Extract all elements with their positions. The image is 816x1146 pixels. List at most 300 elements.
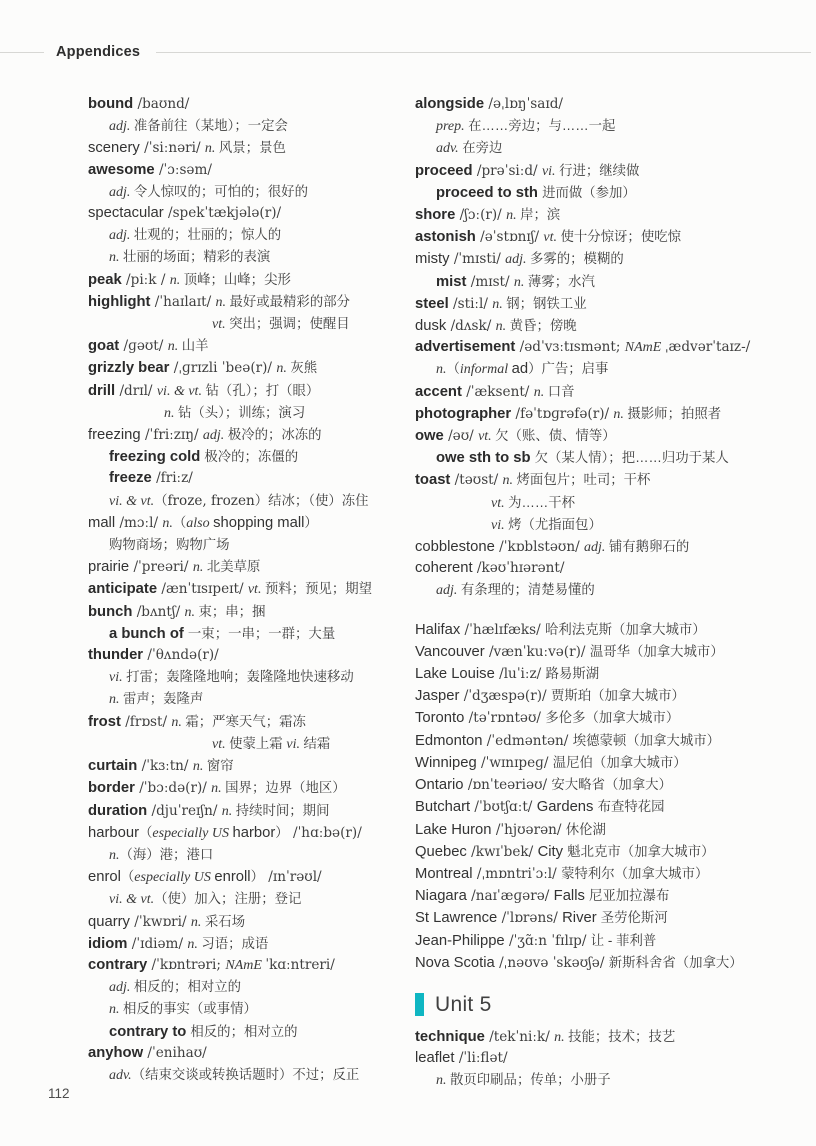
phonetic: /stiːl/	[448, 295, 493, 312]
vocabulary-entry	[88, 357, 415, 379]
pos-label: n.	[192, 560, 207, 576]
pos-label: adj.	[109, 184, 134, 200]
word: St Lawrence	[415, 910, 498, 927]
chinese-definition: 使十分惊讶；使吃惊	[560, 229, 681, 245]
vocabulary-entry	[415, 863, 792, 885]
vocabulary-entry	[88, 645, 415, 711]
headword: steel	[415, 295, 449, 312]
entry-line	[415, 752, 792, 774]
pos-label: informal	[459, 362, 512, 378]
vocabulary-entry	[415, 381, 792, 403]
vocabulary-entry	[88, 512, 415, 556]
vocabulary-entry	[415, 707, 792, 729]
phonetic: /ˈɪdiəm/	[127, 935, 188, 952]
vocabulary-entry	[415, 752, 792, 774]
vocabulary-entry	[415, 226, 792, 248]
word: Edmonton	[415, 732, 483, 749]
chinese-definition: 准备前往（某地）；一定会	[133, 118, 288, 134]
unit-accent-bar	[415, 993, 424, 1016]
chinese-definition: ）结冰；（使）冻住	[254, 492, 369, 508]
page-number: 112	[48, 1086, 70, 1101]
chinese-definition: 极冷的；冰冻的	[227, 427, 322, 443]
chinese-definition: （	[172, 514, 187, 530]
chinese-definition: 国界；边界（地区）	[225, 780, 346, 796]
phonetic: /ɒnˈteəriəʊ/	[463, 777, 552, 794]
phonetic: ˈkɑːntreri/	[265, 956, 335, 973]
pos-label: n.	[187, 936, 202, 952]
pos-label: vt.	[212, 736, 230, 752]
vocabulary-entry	[415, 469, 792, 536]
pos-label: n.	[171, 714, 186, 730]
chinese-definition: 束；串；捆	[198, 603, 266, 619]
word: shopping mall	[213, 514, 305, 531]
vocabulary-entry	[88, 755, 415, 777]
entry-line	[415, 863, 792, 885]
headword: alongside	[415, 96, 485, 112]
pos-label: n.	[276, 361, 291, 377]
chinese-definition: 最好或最精彩的部分	[229, 293, 350, 309]
chinese-definition: 岸；滨	[520, 207, 561, 223]
vocabulary-entry	[88, 711, 415, 755]
pos-label: adj.	[109, 980, 134, 996]
entry-line	[88, 688, 415, 710]
chinese-definition: ）	[304, 514, 318, 530]
phonetic: /əˈstɒnɪʃ/	[475, 229, 544, 246]
entry-line	[88, 933, 415, 955]
phonetic: /ˈwɪnɪpeɡ/	[476, 754, 553, 771]
entry-line	[88, 246, 415, 268]
word: quarry	[88, 913, 130, 930]
pos-label: n.	[164, 405, 178, 421]
headword: border	[88, 780, 135, 797]
chinese-definition: 钢；钢铁工业	[506, 295, 587, 311]
pos-label: n.	[513, 274, 528, 290]
entry-line	[88, 512, 415, 534]
entry-line	[415, 1048, 792, 1069]
entry-line	[415, 619, 792, 641]
vocabulary-entry	[88, 160, 415, 203]
entry-line	[88, 490, 415, 512]
word: coherent	[415, 560, 473, 577]
entry-line	[415, 447, 792, 469]
entry-line	[415, 952, 792, 974]
pos-label: n.	[554, 1029, 569, 1045]
phonetic: /tekˈniːk/	[484, 1028, 555, 1045]
right-column	[415, 94, 792, 1092]
pos-label: vt.	[247, 582, 265, 598]
vocabulary-entry	[415, 1048, 792, 1091]
vocabulary-entry	[415, 403, 792, 425]
entry-line	[88, 534, 415, 556]
chinese-definition: 山羊	[181, 338, 209, 354]
pos-label: vt.	[478, 429, 496, 445]
vocabulary-entry	[88, 866, 415, 910]
phonetic: /ˈkɒntrəri;	[147, 956, 226, 973]
vocabulary-entry	[415, 94, 792, 160]
chinese-definition: 持续时间；期间	[235, 802, 330, 818]
chinese-definition: （结束交谈或转换话题时）不过；反正	[131, 1066, 360, 1082]
chinese-definition: （海）港；港口	[119, 846, 214, 862]
word: Vancouver	[415, 643, 485, 660]
chinese-definition: 令人惊叹的；可怕的；很好的	[133, 183, 308, 199]
chinese-definition: 风景；景色	[218, 140, 286, 156]
entry-line	[88, 335, 415, 357]
entry-line	[88, 777, 415, 799]
pos-label: n.	[436, 362, 447, 378]
chinese-definition: 行进；继续做	[559, 162, 640, 178]
entry-line	[415, 137, 792, 159]
headword: accent	[415, 383, 462, 400]
headword: bound	[88, 96, 134, 112]
entry-line	[88, 181, 415, 203]
entry-line	[88, 313, 415, 335]
pos-label: n.	[167, 339, 182, 355]
pos-label: vi. & vt.	[109, 892, 155, 908]
vocabulary-entry	[415, 885, 792, 907]
chinese-definition: 多雾的；模糊的	[530, 251, 624, 267]
headword: a bunch of	[109, 625, 188, 642]
entry-line	[88, 578, 415, 600]
entry-line	[88, 711, 415, 733]
pos-label: n.	[613, 406, 628, 422]
pos-label: adj.	[505, 252, 530, 268]
entry-line	[88, 224, 415, 246]
pos-label: vt.	[491, 495, 509, 511]
chinese-definition: 结霜	[303, 735, 331, 751]
phonetic: /spekˈtækjələ(r)/	[163, 205, 282, 222]
phonetic: /ədˈvɜːtɪsmənt;	[515, 339, 625, 356]
pos-label: n.	[436, 1073, 450, 1089]
entry-line	[415, 492, 792, 514]
pos-label: vt.	[543, 230, 561, 246]
chinese-definition: （	[139, 824, 153, 840]
vocabulary-entry	[415, 160, 792, 204]
pos-label: n.	[109, 250, 123, 266]
phonetic: /fəˈtɒɡrəfə(r)/	[511, 405, 614, 422]
headword: frost	[88, 713, 121, 730]
entry-line	[415, 579, 792, 601]
chinese-definition: 欠（某人情）；把……归功于某人	[534, 450, 729, 466]
phonetic: /ɡəʊt/	[119, 338, 168, 355]
chinese-definition: 路易斯湖	[545, 666, 600, 682]
pos-label: vi.	[491, 517, 509, 533]
word: Gardens	[536, 799, 598, 816]
phonetic: /ˈbʊtʃɑːt/	[470, 799, 537, 816]
entry-line	[415, 841, 792, 863]
chinese-definition: 有条理的；清楚易懂的	[460, 582, 595, 598]
vocabulary-entry	[88, 578, 415, 600]
pos-label: vi.	[109, 670, 127, 686]
chinese-definition: 相反的；相对立的	[133, 979, 242, 995]
chinese-definition: ）广告；启事	[528, 361, 609, 377]
entry-line	[415, 558, 792, 579]
entry-line	[415, 536, 792, 558]
chinese-definition: 口音	[547, 383, 575, 399]
pos-label: adj.	[436, 583, 461, 599]
unit-heading-label: Unit 5	[435, 993, 492, 1017]
pos-label: adv.	[436, 141, 463, 157]
pos-label: prep.	[436, 119, 469, 135]
chinese-definition: 顶峰；山峰；尖形	[183, 271, 291, 287]
entry-line	[88, 424, 415, 446]
chinese-definition: 贾斯珀（加拿大城市）	[550, 688, 685, 704]
chinese-definition: 哈利法克斯（加拿大城市）	[545, 621, 706, 637]
chinese-definition: 散页印刷品；传单；小册子	[450, 1072, 611, 1088]
phonetic: /naɪˈæɡərə/	[466, 888, 554, 905]
vocabulary-entry	[88, 955, 415, 1043]
vocabulary-entry	[88, 601, 415, 645]
chinese-definition: 温哥华（加拿大城市）	[589, 643, 724, 659]
word: harbor	[232, 824, 276, 841]
chinese-definition: 雷声；轰隆声	[123, 691, 204, 707]
phonetic: /təʊst/	[450, 472, 503, 489]
vocabulary-entry	[88, 800, 415, 822]
word: ad	[511, 361, 529, 378]
vocabulary-entry	[88, 137, 415, 159]
word: Halifax	[415, 621, 461, 638]
chinese-definition: 灰熊	[290, 360, 318, 376]
headword: freeze	[109, 470, 152, 487]
entry-line	[415, 403, 792, 425]
phonetic: /ˈθʌndə(r)/	[143, 647, 219, 664]
entry-line	[88, 601, 415, 623]
headword: shore	[415, 207, 456, 224]
word: enroll	[214, 869, 251, 886]
entry-line	[88, 402, 415, 424]
pos-label: also	[186, 515, 214, 531]
word: Niagara	[415, 888, 467, 905]
pos-label: vi.	[286, 736, 304, 752]
phonetic: /frɒst/	[120, 713, 172, 730]
headword: toast	[415, 472, 451, 489]
chinese-definition: 钻（孔）；打（眼）	[205, 382, 320, 398]
entry-line	[415, 907, 792, 929]
chinese-definition: （使）加入；注册；登记	[154, 891, 302, 907]
chinese-definition: 进而做（参加）	[542, 184, 636, 200]
entry-line	[415, 160, 792, 182]
headword: drill	[88, 382, 116, 399]
pos-label: n.	[162, 515, 173, 531]
pos-label: n.	[109, 847, 120, 863]
entry-line	[88, 822, 415, 844]
vocabulary-entry	[415, 558, 792, 601]
phonetic: /ˈkɜːtn/	[137, 758, 193, 775]
headword: duration	[88, 802, 148, 819]
headword: idiom	[88, 935, 128, 952]
entry-line	[88, 800, 415, 822]
word: Quebec	[415, 843, 467, 860]
headword: contrary to	[109, 1023, 191, 1040]
vocabulary-entry	[415, 536, 792, 558]
entry-line	[88, 1043, 415, 1064]
chinese-definition: 打雷；轰隆隆地响；轰隆隆地快速移动	[126, 669, 354, 685]
chinese-definition: 布查特花园	[597, 799, 665, 815]
phonetic: /ˈhælɪfæks/	[460, 621, 546, 638]
vocabulary-entry	[88, 424, 415, 512]
entry-line	[88, 269, 415, 291]
chinese-definition: 相反的事实（或事情）	[123, 1001, 257, 1017]
pos-label: n.	[492, 296, 507, 312]
phonetic: /ˈhaɪlaɪt/	[150, 293, 216, 310]
phonetic: /piːk /	[121, 271, 170, 288]
entry-line	[88, 160, 415, 181]
pos-label: n.	[215, 294, 230, 310]
entry-line	[88, 998, 415, 1020]
pos-label: adj.	[202, 428, 228, 444]
word: Winnipeg	[415, 754, 477, 771]
entry-line	[88, 623, 415, 645]
vocabulary-entry	[415, 930, 792, 952]
entry-line	[415, 337, 792, 358]
entry-line	[415, 204, 792, 226]
vocabulary-entry	[415, 841, 792, 863]
headword: highlight	[88, 293, 151, 310]
entry-line	[415, 94, 792, 115]
vocabulary-entry	[415, 819, 792, 841]
phonetic: /mɪst/	[466, 273, 514, 290]
entry-line	[415, 663, 792, 685]
headword: anticipate	[88, 581, 158, 598]
chinese-definition: ）	[250, 869, 264, 885]
pos-label: vt.	[212, 317, 230, 333]
chinese-definition: 采石场	[204, 913, 246, 929]
entry-line	[415, 469, 792, 491]
entry-line	[88, 137, 415, 159]
pos-label: n.	[221, 803, 236, 819]
vocabulary-entry	[415, 248, 792, 292]
headword: awesome	[88, 161, 155, 178]
pos-label: especially US	[134, 870, 215, 886]
pos-label: n.	[190, 914, 205, 930]
word: Jasper	[415, 688, 460, 705]
word: Montreal	[415, 865, 473, 882]
vocabulary-entry	[415, 952, 792, 974]
vocabulary-entry	[88, 335, 415, 357]
headword: proceed to sth	[436, 184, 543, 201]
phonetic: /ˈfriːzɪŋ/	[140, 427, 203, 444]
pos-label: vi.	[541, 163, 560, 179]
vocabulary-entry	[415, 1026, 792, 1048]
chinese-definition: 习语；成语	[201, 935, 269, 951]
word: enrol	[88, 869, 121, 886]
headword: advertisement	[415, 339, 516, 356]
vocabulary-entry	[415, 337, 792, 380]
chinese-definition: 使蒙上霜	[229, 735, 287, 751]
phonetic: /əˌlɒŋˈsaɪd/	[484, 96, 564, 112]
entry-line	[88, 468, 415, 489]
pos-label: especially US	[152, 825, 233, 841]
chinese-definition: 购物商场；购物广场	[109, 537, 230, 553]
chinese-definition: ）	[275, 824, 289, 840]
page-header	[0, 44, 816, 60]
chinese-definition: 多伦多（加拿大城市）	[545, 710, 680, 726]
vocabulary-entry	[415, 619, 792, 641]
word: dusk	[415, 318, 447, 335]
chinese-definition: （	[154, 492, 168, 508]
vocabulary-entry	[415, 796, 792, 818]
entry-line	[88, 755, 415, 777]
chinese-definition: 北美草原	[206, 559, 261, 575]
chinese-definition: 新斯科舍省（加拿大）	[608, 954, 743, 970]
phonetic: /ˈkɒblstəʊn/	[494, 539, 585, 556]
chinese-definition: 欠（账、债、情等）	[495, 428, 616, 444]
vocabulary-entry	[88, 269, 415, 291]
pos-label: n.	[109, 692, 123, 708]
vocabulary-entry	[88, 822, 415, 866]
phonetic: /ɪnˈrəʊl/	[263, 869, 322, 886]
pos-label: adj.	[109, 228, 134, 244]
phonetic: /ˈʒɑ̃ːn ˈfɪlɪp/	[504, 932, 591, 949]
pos-label: adj.	[584, 540, 609, 556]
chinese-definition: 圣劳伦斯河	[600, 910, 668, 926]
headword: freezing cold	[109, 449, 205, 466]
word: Jean-Philippe	[415, 932, 505, 949]
chinese-definition: 一束；一串；一群；大量	[187, 625, 336, 641]
phonetic: /mɔːl/	[115, 514, 163, 531]
vocabulary-entry	[415, 293, 792, 315]
pos-label: n.	[204, 141, 219, 157]
entry-line	[88, 955, 415, 976]
pos-label: n.	[211, 781, 226, 797]
entry-line	[415, 819, 792, 841]
word: City	[537, 843, 568, 860]
entry-line	[415, 685, 792, 707]
chinese-definition: 休伦湖	[565, 821, 606, 837]
phonetic: /ˈsiːnəri/	[139, 140, 205, 157]
headword: anyhow	[88, 1044, 144, 1061]
entry-line	[415, 271, 792, 293]
chinese-definition: 在……旁边；与……一起	[468, 118, 616, 134]
headword: grizzly bear	[88, 360, 170, 377]
word: prairie	[88, 559, 130, 576]
vocabulary-entry	[415, 315, 792, 337]
pos-label: n.	[109, 1002, 123, 1018]
chinese-definition: 埃德蒙顿（加拿大城市）	[572, 732, 720, 748]
pos-label: NAmE	[225, 957, 266, 973]
entry-line	[415, 115, 792, 137]
chinese-definition: 相反的；相对立的	[190, 1023, 298, 1039]
word: misty	[415, 251, 450, 268]
word: leaflet	[415, 1050, 455, 1067]
chinese-definition: 壮丽的场面；精彩的表演	[123, 249, 271, 265]
phonetic: /drɪl/	[115, 382, 157, 399]
entry-line	[415, 425, 792, 447]
entry-line	[415, 514, 792, 536]
phonetic: /luˈiːz/	[494, 666, 546, 683]
header-title: Appendices	[56, 44, 141, 60]
phonetic: /ˈɔːsəm/	[154, 161, 212, 178]
pos-label: vi. & vt.	[109, 493, 155, 509]
phonetic: /ˈedməntən/	[482, 732, 573, 749]
entry-line	[88, 976, 415, 998]
word: Falls	[553, 888, 590, 905]
phonetic: /ˈhjʊərən/	[491, 821, 566, 838]
headword: photographer	[415, 405, 512, 422]
vocabulary-entry	[88, 933, 415, 955]
vocabulary-entry	[88, 777, 415, 799]
pos-label: adj.	[109, 119, 134, 135]
vocabulary-entry	[88, 291, 415, 335]
chinese-definition: 黄昏；傍晚	[509, 318, 577, 334]
phonetic: /ˈdʒæspə(r)/	[459, 688, 551, 705]
entry-line	[88, 357, 415, 379]
entry-line	[415, 315, 792, 337]
pos-label: n.	[184, 604, 199, 620]
vocabulary-entry	[88, 1043, 415, 1086]
chinese-definition: 技能；技术；技艺	[568, 1028, 676, 1044]
entry-line	[88, 645, 415, 666]
vocabulary-entry	[415, 641, 792, 663]
